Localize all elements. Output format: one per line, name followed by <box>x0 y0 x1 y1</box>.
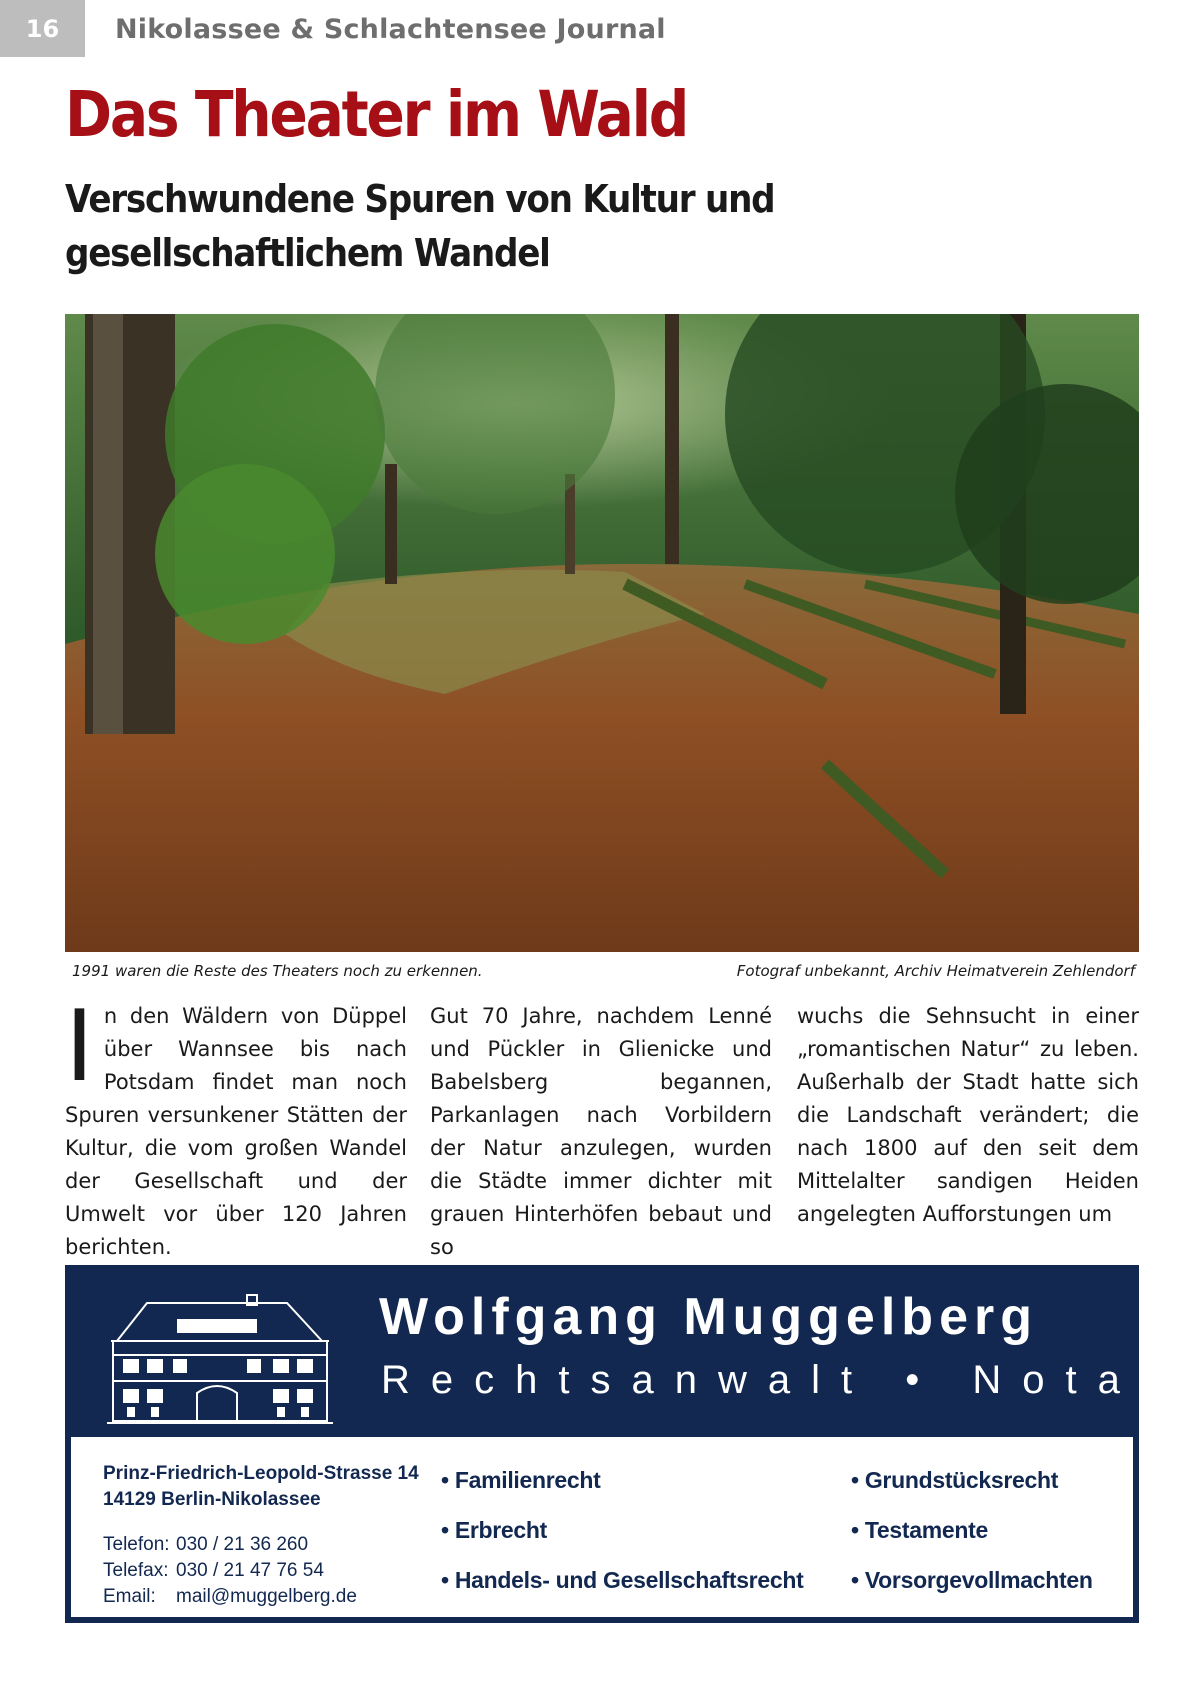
lawyer-profession: Rechtsanwalt • Notar <box>381 1358 1176 1402</box>
services-list-2 <box>851 1465 1093 1615</box>
address-city: 14129 Berlin-Nikolassee <box>103 1489 321 1510</box>
column-1-text: n den Wäldern von Düppel über Wannsee bis nach Potsdam findet man noch Spuren versunkener Stätten der Kultur, die vom großen Wandel der Gesellschaft und der Umwelt vor über 120 Jahren berichten. <box>65 1004 407 1259</box>
villa-building-logo <box>107 1293 333 1427</box>
contact-label: Telefax: <box>103 1560 169 1581</box>
contact-phone <box>103 1532 357 1558</box>
contact-label: Email: <box>103 1586 156 1607</box>
email-address: mail@muggelberg.de <box>176 1586 357 1607</box>
journal-name: Nikolassee & Schlachtensee Journal <box>115 14 666 45</box>
article-subtitle: Verschwundene Spuren von Kultur und gesellschaftlichem Wandel <box>65 177 775 275</box>
contact-email <box>103 1584 357 1610</box>
photo-credit: Fotograf unbekannt, Archiv Heimatverein Zehlendorf <box>736 962 1135 980</box>
service-item: • Testamente <box>851 1517 988 1543</box>
fax-number: 030 / 21 47 76 54 <box>176 1560 324 1581</box>
law-office-advertisement <box>65 1265 1176 1623</box>
office-address <box>103 1461 419 1513</box>
page-number: 16 <box>0 0 85 57</box>
service-item: • Grundstücksrecht <box>851 1467 1059 1493</box>
contact-fax <box>103 1558 357 1584</box>
article-column-1 <box>65 990 407 1264</box>
article-column-2: Gut 70 Jahre, nachdem Lenné und Pückler in Glienicke und Babelsberg begannen, Parkanlagen nach Vorbildern der Natur anzulegen, wurden die Städte immer dichter mit grauen Hinterhöfen bebaut und so <box>430 1004 772 1259</box>
service-item: • Vorsorgevollmachten <box>851 1567 1093 1593</box>
article-column-3: wuchs die Sehnsucht in einer „romantischen Natur“ zu leben. Außerhalb der Stadt hatte sich die Landschaft verändert; die nach 1800 auf den seit dem Mittelalter sandigen Heiden angelegten Aufforstungen um <box>797 1004 1139 1226</box>
photo-caption: 1991 waren die Reste des Theaters noch zu erkennen. <box>72 962 483 980</box>
forest-theater-photo <box>65 314 1139 952</box>
phone-number: 030 / 21 36 260 <box>176 1534 309 1555</box>
service-item: • Familienrecht <box>441 1467 601 1493</box>
lawyer-name: Wolfgang Muggelberg <box>379 1288 1038 1346</box>
service-item: • Handels- und Gesellschaftsrecht <box>441 1567 804 1593</box>
forest-photo-illustration <box>65 314 1139 952</box>
ad-details-panel <box>71 1437 1133 1617</box>
contact-label: Telefon: <box>103 1534 170 1555</box>
service-item: • Erbrecht <box>441 1517 548 1543</box>
article-title: Das Theater im Wald <box>65 78 688 151</box>
drop-cap: I <box>65 990 94 1104</box>
contact-details <box>103 1532 357 1610</box>
address-street: Prinz-Friedrich-Leopold-Strasse 14 <box>103 1463 419 1484</box>
services-list-1 <box>441 1465 803 1615</box>
